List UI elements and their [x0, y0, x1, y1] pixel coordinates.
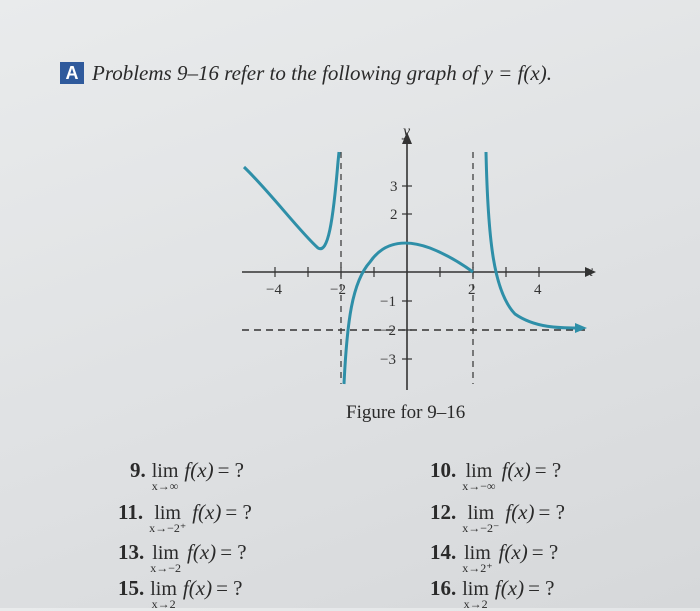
function-expr: f(x)	[187, 540, 217, 564]
lim-word: lim	[464, 542, 491, 564]
lim-subscript: x→−2	[150, 561, 182, 575]
curve-right-branch	[486, 152, 578, 328]
problem-9	[130, 458, 244, 491]
lim-subscript: x→2	[463, 597, 488, 611]
limit-operator	[462, 503, 499, 533]
function-expr: f(x)	[192, 500, 222, 524]
equals-question: = ?	[217, 458, 244, 482]
lim-word: lim	[467, 502, 495, 524]
lim-subscript: x→−∞	[462, 479, 496, 493]
problem-number: 10.	[430, 458, 457, 482]
y-tick-label: 3	[390, 179, 398, 195]
problem-number: 14.	[430, 540, 457, 564]
curve-middle-branch	[344, 243, 473, 384]
problem-number: 13.	[118, 540, 145, 564]
problem-number: 9.	[130, 458, 146, 482]
problem-number: 15.	[118, 576, 145, 600]
x-axis-label: x	[586, 263, 594, 280]
equals-question: = ?	[538, 500, 565, 524]
section-badge: A	[60, 62, 84, 84]
problem-13	[118, 540, 247, 573]
equals-question: = ?	[534, 458, 562, 482]
lim-word: lim	[150, 578, 177, 600]
limit-operator	[462, 579, 489, 609]
equals-question: = ?	[528, 576, 555, 600]
function-expr: f(x)	[498, 540, 528, 564]
problem-header	[60, 58, 552, 88]
problem-12	[430, 500, 565, 533]
curve-end-arrow	[575, 323, 587, 333]
x-tick-label: −4	[266, 282, 282, 298]
limit-operator	[462, 461, 495, 491]
function-expr: f(x)	[494, 576, 525, 600]
problem-number: 16.	[430, 576, 457, 600]
problem-number: 12.	[430, 500, 457, 524]
x-tick-label: −2	[330, 282, 346, 298]
limit-operator	[149, 503, 186, 533]
problem-11	[118, 500, 252, 533]
problem-10	[430, 458, 561, 491]
problem-16	[430, 576, 555, 609]
lim-word: lim	[465, 460, 493, 482]
equals-question: = ?	[216, 576, 243, 600]
y-tick-label: −3	[380, 352, 396, 368]
problem-14	[430, 540, 558, 573]
lim-subscript: x→2	[151, 597, 176, 611]
y-tick-label: 2	[390, 207, 398, 223]
curve-left-branch	[244, 152, 339, 249]
lim-word: lim	[154, 502, 181, 524]
x-tick-label: 4	[534, 282, 542, 298]
y-tick-label: −1	[380, 294, 396, 310]
limit-operator	[150, 579, 177, 609]
lim-subscript: x→−2⁻	[462, 521, 500, 535]
lim-word: lim	[151, 460, 179, 482]
limit-operator	[150, 543, 181, 573]
function-expr: f(x)	[184, 458, 214, 482]
equals-question: = ?	[531, 540, 559, 564]
header-text: Problems 9–16 refer to the following graph of y = f(x).	[92, 60, 552, 85]
function-graph	[230, 122, 600, 397]
figure-caption: Figure for 9–16	[346, 402, 466, 423]
lim-word: lim	[462, 578, 489, 600]
y-axis-label: y	[403, 123, 411, 140]
lim-subscript: x→2⁺	[462, 561, 493, 575]
lim-subscript: x→−2⁺	[149, 521, 187, 535]
x-tick-label: 2	[468, 282, 476, 298]
equals-question: = ?	[225, 500, 252, 524]
problem-number: 11.	[118, 500, 144, 524]
limit-operator	[462, 543, 492, 573]
equals-question: = ?	[220, 540, 247, 564]
function-expr: f(x)	[501, 458, 531, 482]
problem-15	[118, 576, 243, 609]
function-expr: f(x)	[182, 576, 213, 600]
function-expr: f(x)	[505, 500, 535, 524]
lim-word: lim	[152, 542, 179, 564]
limit-operator	[152, 461, 179, 491]
y-tick-label: −2	[380, 323, 396, 339]
lim-subscript: x→∞	[151, 479, 179, 493]
